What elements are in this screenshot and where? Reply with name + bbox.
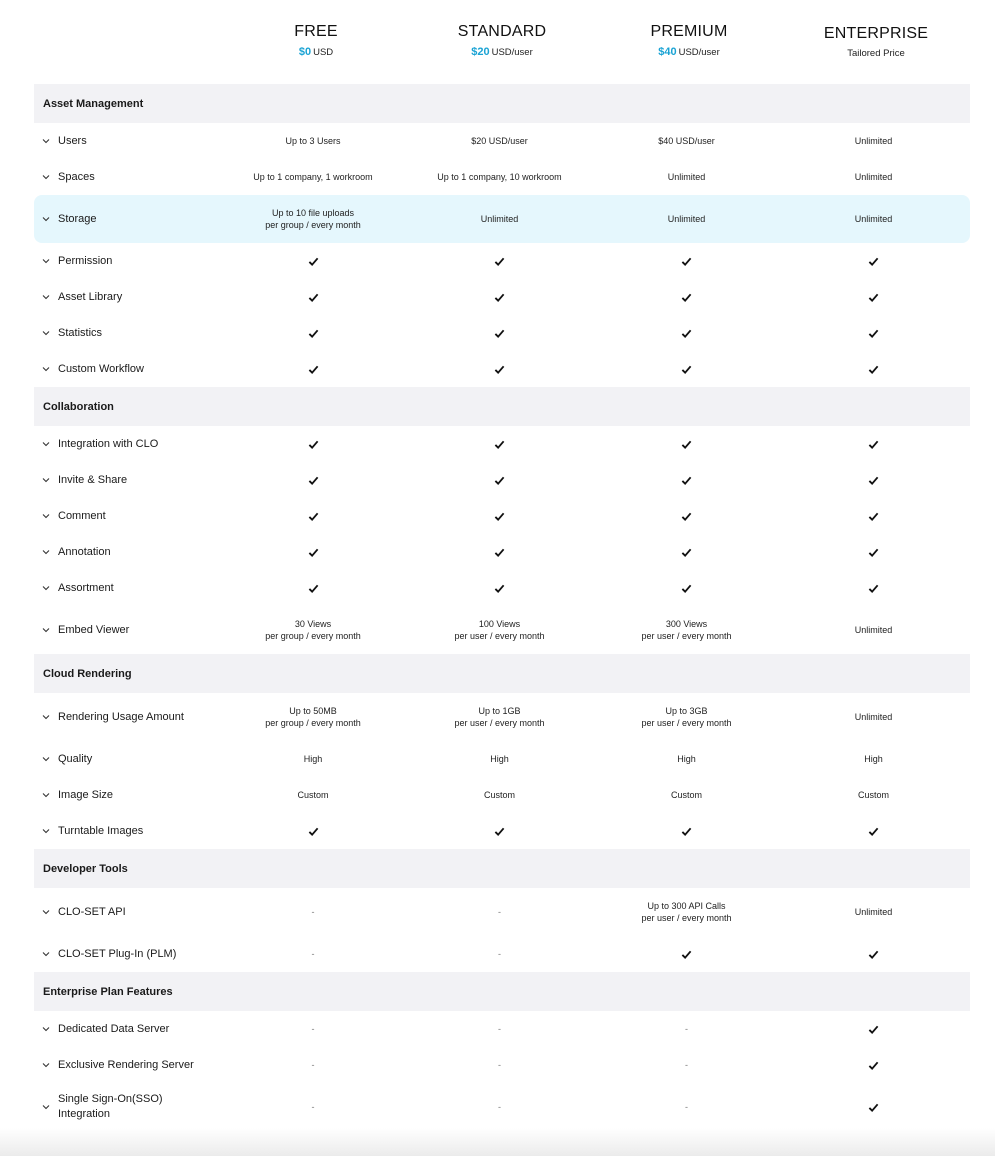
check-icon xyxy=(868,547,879,558)
feature-name: Integration with CLO xyxy=(58,437,159,450)
check-icon xyxy=(868,1024,879,1035)
feature-label[interactable] xyxy=(34,170,220,185)
section-header: Developer Tools xyxy=(34,849,970,888)
check-icon xyxy=(494,439,505,450)
plan-cell xyxy=(406,1023,593,1035)
table-row[interactable] xyxy=(34,741,970,777)
feature-label[interactable] xyxy=(34,509,220,524)
table-row[interactable] xyxy=(34,315,970,351)
not-included-dash: - xyxy=(685,1060,688,1070)
plan-cell xyxy=(593,510,780,522)
plan-cell xyxy=(780,363,967,375)
feature-label[interactable] xyxy=(34,437,220,452)
check-icon xyxy=(868,439,879,450)
check-icon xyxy=(868,511,879,522)
table-row[interactable] xyxy=(34,1083,970,1131)
plan-cell xyxy=(406,291,593,303)
plan-cell: Up to 10 file uploads per group / every month xyxy=(265,208,361,230)
feature-label[interactable] xyxy=(34,1058,220,1073)
check-icon xyxy=(308,583,319,594)
check-icon xyxy=(308,826,319,837)
feature-label[interactable] xyxy=(34,905,220,920)
chevron-down-icon[interactable] xyxy=(42,950,50,958)
feature-label[interactable] xyxy=(34,254,220,269)
plan-cell: High xyxy=(677,754,696,764)
plan-cell xyxy=(593,255,780,267)
table-row[interactable] xyxy=(34,777,970,813)
check-icon xyxy=(868,364,879,375)
plan-cell xyxy=(406,438,593,450)
check-icon xyxy=(681,547,692,558)
plan-cell xyxy=(406,363,593,375)
feature-name: CLO-SET Plug-In (PLM) xyxy=(58,947,177,960)
check-icon xyxy=(868,826,879,837)
check-icon xyxy=(681,256,692,267)
check-icon xyxy=(681,475,692,486)
plan-standard xyxy=(409,22,595,59)
plan-cell xyxy=(220,906,406,918)
feature-name: Exclusive Rendering Server xyxy=(58,1058,194,1071)
plan-name: ENTERPRISE xyxy=(823,25,929,42)
plan-cell xyxy=(406,582,593,594)
price-amount: $40 xyxy=(658,46,677,58)
check-icon xyxy=(308,328,319,339)
check-icon xyxy=(308,511,319,522)
not-included-dash: - xyxy=(311,1102,315,1112)
plan-cell xyxy=(593,546,780,558)
feature-name: Comment xyxy=(58,509,106,522)
table-row[interactable] xyxy=(34,243,970,279)
plan-cell xyxy=(593,291,780,303)
plan-cell: 100 Views per user / every month xyxy=(454,619,545,641)
plan-cell xyxy=(220,546,406,558)
plan-free xyxy=(223,22,409,59)
plan-cell xyxy=(406,906,593,918)
plan-cell xyxy=(593,582,780,594)
table-row[interactable] xyxy=(34,462,970,498)
chevron-down-icon[interactable] xyxy=(42,257,50,265)
chevron-down-icon[interactable] xyxy=(42,512,50,520)
chevron-down-icon[interactable] xyxy=(42,215,50,223)
plan-cell: Unlimited xyxy=(854,136,893,146)
chevron-down-icon[interactable] xyxy=(42,476,50,484)
plan-cell xyxy=(406,474,593,486)
plan-cell xyxy=(593,363,780,375)
plan-cell: Up to 3GB per user / every month xyxy=(641,706,732,728)
plan-cell xyxy=(406,1059,593,1071)
plan-cell: Unlimited xyxy=(667,172,706,182)
plan-name: FREE xyxy=(294,23,338,40)
not-included-dash: - xyxy=(498,907,501,917)
feature-label[interactable] xyxy=(34,326,220,341)
check-icon xyxy=(494,547,505,558)
feature-name: Quality xyxy=(58,752,93,765)
plan-price xyxy=(783,48,969,60)
section-header: Asset Management xyxy=(34,84,970,123)
chevron-down-icon[interactable] xyxy=(42,137,50,145)
plan-cell: Up to 300 API Calls per user / every month xyxy=(641,901,732,923)
comparison-table xyxy=(34,84,970,1131)
plan-price xyxy=(409,46,595,59)
plan-cell xyxy=(780,546,967,558)
chevron-down-icon[interactable] xyxy=(42,626,50,634)
price-unit: USD/user xyxy=(678,47,720,58)
plan-cell xyxy=(406,327,593,339)
plan-cell xyxy=(406,1101,593,1113)
chevron-down-icon[interactable] xyxy=(42,365,50,373)
not-included-dash: - xyxy=(498,1024,501,1034)
plan-cell: Custom xyxy=(297,790,329,800)
plan-cell xyxy=(780,438,967,450)
feature-name: Invite & Share xyxy=(58,473,128,486)
table-row[interactable] xyxy=(34,195,970,243)
check-icon xyxy=(868,475,879,486)
plan-cell xyxy=(780,327,967,339)
plan-cell: $40 USD/user xyxy=(658,136,715,146)
feature-name: Turntable Images xyxy=(58,824,144,837)
plan-cell xyxy=(780,948,967,960)
plan-cell xyxy=(220,1023,406,1035)
check-icon xyxy=(868,328,879,339)
plan-name: STANDARD xyxy=(457,23,547,40)
chevron-down-icon[interactable] xyxy=(42,1103,50,1111)
feature-label[interactable] xyxy=(34,473,220,488)
chevron-down-icon[interactable] xyxy=(42,908,50,916)
table-row[interactable] xyxy=(34,279,970,315)
plan-cell: Custom xyxy=(670,790,702,800)
feature-name: CLO-SET API xyxy=(58,905,126,918)
chevron-down-icon[interactable] xyxy=(42,293,50,301)
check-icon xyxy=(868,1102,879,1113)
feature-label[interactable] xyxy=(34,947,220,962)
plan-cell xyxy=(780,1101,967,1113)
check-icon xyxy=(681,511,692,522)
check-icon xyxy=(681,292,692,303)
chevron-down-icon[interactable] xyxy=(42,755,50,763)
price-amount: $0 xyxy=(298,46,312,58)
check-icon xyxy=(868,949,879,960)
check-icon xyxy=(681,439,692,450)
bottom-fade xyxy=(0,1128,995,1156)
feature-name: Spaces xyxy=(58,170,95,183)
plan-cell: Unlimited xyxy=(854,712,893,722)
feature-label[interactable] xyxy=(34,1092,220,1122)
table-row[interactable] xyxy=(34,570,970,606)
plan-cell xyxy=(780,291,967,303)
not-included-dash: - xyxy=(498,1060,501,1070)
plan-cell xyxy=(593,327,780,339)
not-included-dash: - xyxy=(498,1102,501,1112)
table-row[interactable] xyxy=(34,1047,970,1083)
chevron-down-icon[interactable] xyxy=(42,440,50,448)
plan-cell xyxy=(780,1059,967,1071)
feature-label[interactable] xyxy=(34,581,220,596)
plan-cell: Up to 1 company, 1 workroom xyxy=(253,172,373,182)
check-icon xyxy=(868,583,879,594)
chevron-down-icon[interactable] xyxy=(42,548,50,556)
table-row[interactable] xyxy=(34,693,970,741)
check-icon xyxy=(868,292,879,303)
plan-name: PREMIUM xyxy=(650,23,728,40)
check-icon xyxy=(308,364,319,375)
feature-name: Rendering Usage Amount xyxy=(58,710,184,723)
table-row[interactable] xyxy=(34,813,970,849)
table-row[interactable] xyxy=(34,498,970,534)
check-icon xyxy=(308,439,319,450)
plan-cell xyxy=(780,474,967,486)
not-included-dash: - xyxy=(685,1024,688,1034)
plan-cell xyxy=(220,255,406,267)
table-row[interactable] xyxy=(34,936,970,972)
plan-cell xyxy=(220,474,406,486)
feature-label[interactable] xyxy=(34,788,220,803)
plan-cell xyxy=(780,1023,967,1035)
check-icon xyxy=(494,328,505,339)
check-icon xyxy=(681,949,692,960)
feature-name: Storage xyxy=(58,212,97,225)
plan-cell: Unlimited xyxy=(667,214,706,224)
check-icon xyxy=(308,547,319,558)
check-icon xyxy=(681,583,692,594)
check-icon xyxy=(308,256,319,267)
plan-cell xyxy=(220,510,406,522)
feature-label[interactable] xyxy=(34,212,220,227)
plan-cell: 30 Views per group / every month xyxy=(265,619,361,641)
feature-name: Users xyxy=(58,134,87,147)
plan-cell: Unlimited xyxy=(480,214,519,224)
check-icon xyxy=(681,826,692,837)
feature-label[interactable] xyxy=(34,752,220,767)
feature-label[interactable] xyxy=(34,623,220,638)
not-included-dash: - xyxy=(311,949,315,959)
plan-cell: Up to 3 Users xyxy=(285,136,341,146)
plan-cell xyxy=(406,825,593,837)
plan-cell xyxy=(220,948,406,960)
chevron-down-icon[interactable] xyxy=(42,791,50,799)
plan-cell xyxy=(780,510,967,522)
feature-label[interactable] xyxy=(34,290,220,305)
plan-cell: Up to 1GB per user / every month xyxy=(454,706,545,728)
check-icon xyxy=(494,511,505,522)
not-included-dash: - xyxy=(498,949,501,959)
plan-cell xyxy=(780,825,967,837)
price-amount: $20 xyxy=(471,46,490,58)
plan-cell xyxy=(593,1101,780,1113)
plan-cell: Unlimited xyxy=(854,172,893,182)
plan-premium xyxy=(596,22,782,59)
table-row[interactable] xyxy=(34,426,970,462)
check-icon xyxy=(494,256,505,267)
plan-cell: High xyxy=(864,754,883,764)
section-header: Collaboration xyxy=(34,387,970,426)
plan-cell xyxy=(406,255,593,267)
plan-price xyxy=(596,46,782,59)
table-row[interactable] xyxy=(34,351,970,387)
feature-name: Asset Library xyxy=(58,290,123,303)
table-row[interactable] xyxy=(34,888,970,936)
plan-cell xyxy=(220,1059,406,1071)
plan-price xyxy=(223,46,409,59)
plan-cell xyxy=(220,363,406,375)
feature-name: Assortment xyxy=(58,581,114,594)
plan-cell: Up to 1 company, 10 workroom xyxy=(437,172,562,182)
plan-cell xyxy=(593,438,780,450)
plan-cell xyxy=(220,1101,406,1113)
section-header: Cloud Rendering xyxy=(34,654,970,693)
plan-cell: High xyxy=(490,754,509,764)
feature-name: Custom Workflow xyxy=(58,362,144,375)
plan-cell xyxy=(593,474,780,486)
plan-cell xyxy=(406,546,593,558)
check-icon xyxy=(868,1060,879,1071)
plan-cell: Unlimited xyxy=(854,214,893,224)
feature-name: Permission xyxy=(58,254,113,267)
feature-label[interactable] xyxy=(34,134,220,149)
plan-cell xyxy=(406,948,593,960)
not-included-dash: - xyxy=(311,1024,315,1034)
price-unit: USD/user xyxy=(491,47,533,58)
table-row[interactable] xyxy=(34,123,970,159)
feature-label[interactable] xyxy=(34,362,220,377)
plan-cell xyxy=(220,291,406,303)
check-icon xyxy=(308,292,319,303)
not-included-dash: - xyxy=(311,1060,315,1070)
section-header: Enterprise Plan Features xyxy=(34,972,970,1011)
table-row[interactable] xyxy=(34,1011,970,1047)
not-included-dash: - xyxy=(685,1102,688,1112)
not-included-dash: - xyxy=(311,907,315,917)
plan-cell: Custom xyxy=(857,790,889,800)
plan-header xyxy=(0,0,995,84)
plan-cell xyxy=(593,1023,780,1035)
table-row[interactable] xyxy=(34,159,970,195)
price-unit: USD xyxy=(313,47,334,58)
check-icon xyxy=(308,475,319,486)
plan-cell: Custom xyxy=(483,790,515,800)
chevron-down-icon[interactable] xyxy=(42,1025,50,1033)
plan-cell xyxy=(220,825,406,837)
feature-name: Statistics xyxy=(58,326,103,339)
chevron-down-icon[interactable] xyxy=(42,329,50,337)
plan-cell xyxy=(593,1059,780,1071)
feature-name: Image Size xyxy=(58,788,114,801)
plan-cell xyxy=(593,948,780,960)
plan-cell xyxy=(220,327,406,339)
feature-name: Dedicated Data Server xyxy=(58,1022,170,1035)
chevron-down-icon[interactable] xyxy=(42,1061,50,1069)
plan-cell xyxy=(593,825,780,837)
check-icon xyxy=(494,364,505,375)
table-row[interactable] xyxy=(34,534,970,570)
plan-cell: $20 USD/user xyxy=(471,136,528,146)
check-icon xyxy=(494,826,505,837)
plan-cell: High xyxy=(303,754,323,764)
chevron-down-icon[interactable] xyxy=(42,827,50,835)
check-icon xyxy=(681,328,692,339)
check-icon xyxy=(494,583,505,594)
check-icon xyxy=(494,292,505,303)
check-icon xyxy=(681,364,692,375)
feature-name: Annotation xyxy=(58,545,111,558)
plan-cell: Up to 50MB per group / every month xyxy=(265,706,361,728)
plan-cell: 300 Views per user / every month xyxy=(641,619,732,641)
chevron-down-icon[interactable] xyxy=(42,713,50,721)
chevron-down-icon[interactable] xyxy=(42,173,50,181)
plan-cell xyxy=(220,438,406,450)
plan-cell xyxy=(780,582,967,594)
feature-name: Embed Viewer xyxy=(58,623,130,636)
plan-cell xyxy=(220,582,406,594)
price-unit: Tailored Price xyxy=(847,48,905,59)
plan-cell: Unlimited xyxy=(854,907,893,917)
feature-name: Single Sign-On(SSO) Integration xyxy=(58,1093,163,1120)
feature-label[interactable] xyxy=(34,824,220,839)
plan-cell: Unlimited xyxy=(854,625,893,635)
feature-label[interactable] xyxy=(34,710,220,725)
plan-cell xyxy=(780,255,967,267)
feature-label[interactable] xyxy=(34,545,220,560)
plan-cell xyxy=(406,510,593,522)
plan-enterprise xyxy=(783,24,969,60)
check-icon xyxy=(494,475,505,486)
check-icon xyxy=(868,256,879,267)
chevron-down-icon[interactable] xyxy=(42,584,50,592)
table-row[interactable] xyxy=(34,606,970,654)
feature-label[interactable] xyxy=(34,1022,220,1037)
